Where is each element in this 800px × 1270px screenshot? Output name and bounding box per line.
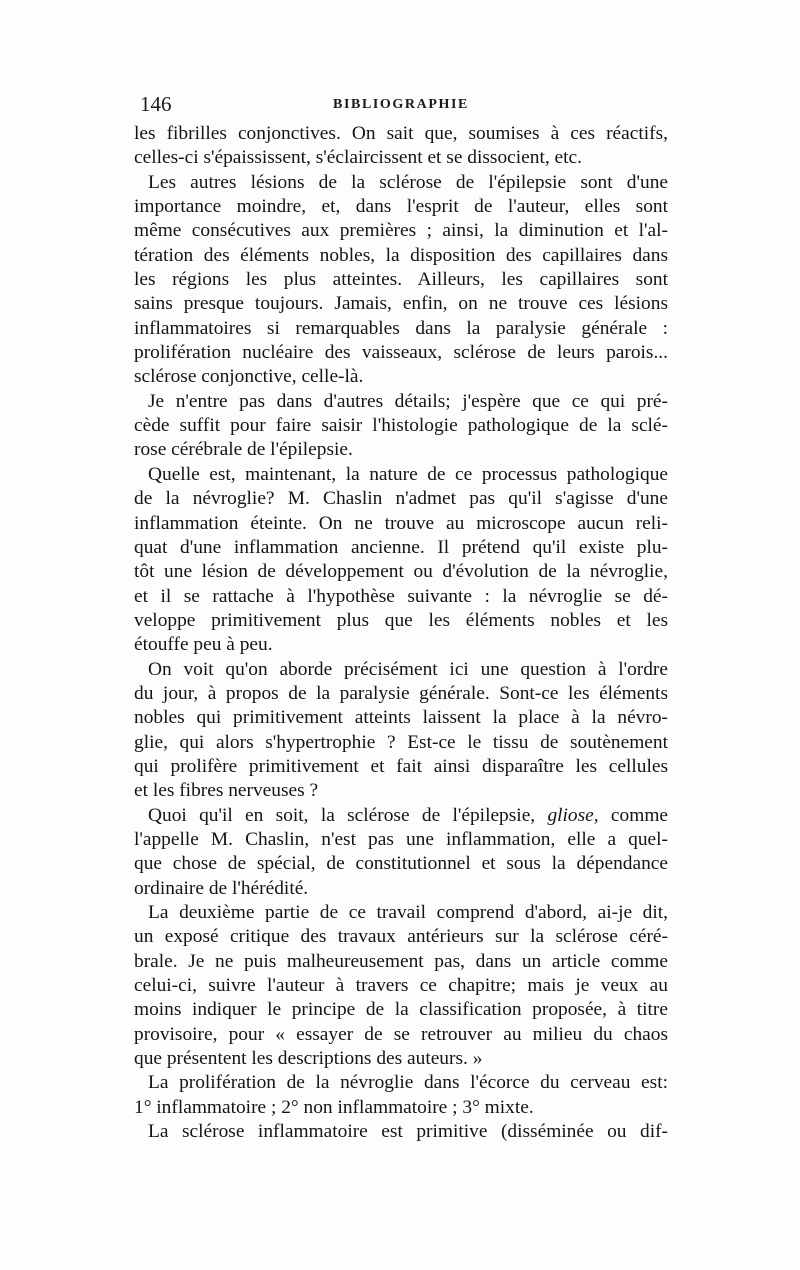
text-line: Quoi qu'il en soit, la sclérose de l'épilepsie, gliose, comme <box>148 804 669 826</box>
text-line: Je n'entre pas dans d'autres détails; j'espère que ce qui pré- <box>148 390 668 412</box>
text-line: sains presque toujours. Jamais, enfin, on ne trouve ces lésions <box>134 293 668 315</box>
text-line: quat d'une inflammation ancienne. Il prétend qu'il existe plu- <box>134 536 668 558</box>
text-line: de la névroglie? M. Chaslin n'admet pas qu'il s'agisse d'une <box>134 488 668 510</box>
text-line: que chose de spécial, de constitutionnel et sous la dépendance <box>134 853 668 875</box>
text-line: veloppe primitivement plus que les éléments nobles et les <box>134 609 668 631</box>
text-line: étouffe peu à peu. <box>134 634 273 656</box>
text-line: On voit qu'on aborde précisément ici une question à l'ordre <box>148 658 668 680</box>
text-line: La deuxième partie de ce travail comprend d'abord, ai-je dit, <box>148 902 668 923</box>
running-head: BIBLIOGRAPHIE <box>333 97 469 112</box>
text-line: La prolifération de la névroglie dans l'écorce du cerveau est: <box>148 1072 668 1094</box>
body-text <box>134 122 668 1144</box>
text-line: glie, qui alors s'hypertrophie ? Est-ce le tissu de soutènement <box>134 731 668 753</box>
italic-term: gliose, <box>547 804 599 826</box>
text-line: et les fibres nerveuses ? <box>134 780 319 802</box>
page-number: 146 <box>140 92 172 116</box>
text-line: du jour, à propos de la paralysie générale. Sont-ce les éléments <box>134 682 668 704</box>
text-line: un exposé critique des travaux antérieurs sur la sclérose céré- <box>134 926 668 948</box>
text-line: sclérose conjonctive, celle-là. <box>134 366 364 388</box>
text-line: les fibrilles conjonctives. On sait que, soumises à ces réactifs, <box>134 123 668 144</box>
text-line: moins indiquer le principe de la classification proposée, à titre <box>134 999 668 1021</box>
text-line: rose cérébrale de l'épilepsie. <box>134 439 353 461</box>
text-line: même consécutives aux premières ; ainsi, la diminution et l'al- <box>134 220 668 242</box>
text-line: 1° inflammatoire ; 2° non inflammatoire ; 3° mixte. <box>134 1096 534 1118</box>
text-line: l'appelle M. Chaslin, n'est pas une inflammation, elle a quel- <box>134 828 668 850</box>
text-line: cède suffit pour faire saisir l'histologie pathologique de la sclé- <box>134 415 668 437</box>
text-line: tération des éléments nobles, la disposition des capillaires dans <box>134 244 668 266</box>
text-line: brale. Je ne puis malheureusement pas, dans un article comme <box>134 950 668 972</box>
text-line: La sclérose inflammatoire est primitive (disséminée ou dif- <box>148 1121 668 1143</box>
text-line: tôt une lésion de développement ou d'évolution de la névroglie, <box>134 561 668 583</box>
text-line: celui-ci, suivre l'auteur à travers ce chapitre; mais je veux au <box>134 975 668 997</box>
text-line: Les autres lésions de la sclérose de l'épilepsie sont d'une <box>148 171 668 193</box>
text-line: Quelle est, maintenant, la nature de ce processus pathologique <box>148 463 668 485</box>
text-line: ordinaire de l'hérédité. <box>134 877 309 899</box>
text-line: prolifération nucléaire des vaisseaux, sclérose de leurs parois... <box>134 342 668 364</box>
text-line: importance moindre, et, dans l'esprit de l'auteur, elles sont <box>134 196 668 218</box>
text-line: et il se rattache à l'hypothèse suivante : la névroglie se dé- <box>134 585 668 607</box>
text-line: les régions les plus atteintes. Ailleurs, les capillaires sont <box>134 269 668 291</box>
text-line: que présentent les descriptions des auteurs. » <box>134 1048 483 1070</box>
text-line: inflammation éteinte. On ne trouve au microscope aucun reli- <box>134 512 668 534</box>
text-line: celles-ci s'épaississent, s'éclaircissent et se dissocient, etc. <box>134 147 582 169</box>
text-line: qui prolifère primitivement et fait ainsi disparaître les cellules <box>134 755 668 777</box>
page-header <box>134 92 668 120</box>
text-line: inflammatoires si remarquables dans la paralysie générale : <box>134 317 668 339</box>
text-line: provisoire, pour « essayer de se retrouver au milieu du chaos <box>134 1023 668 1045</box>
text-line: nobles qui primitivement atteints laissent la place à la névro- <box>134 707 668 729</box>
